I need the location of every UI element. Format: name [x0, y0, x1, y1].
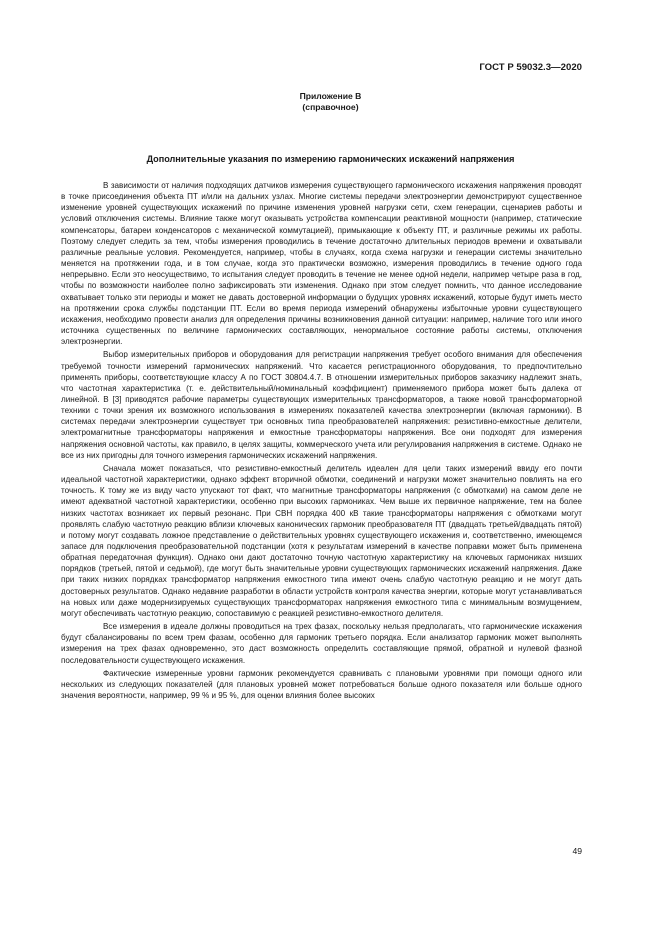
section-title: Дополнительные указания по измерению гармонических искажений напряжения: [146, 154, 515, 164]
page-number: 49: [572, 846, 582, 856]
annex-heading: [0, 91, 661, 113]
paragraph: Все измерения в идеале должны проводиться на трех фазах, поскольку нельзя предполагать, что гармонические искажения будут сбалансированы по всем трем фазам, особенно для гармоник третьего порядка. Если анализатор гармоник может выполнять измерения на трех фазах одновременно, это даст возможность определить составляющие прямой, обратной и нулевой фазной последовательности существующего искажения.: [61, 622, 582, 665]
paragraph: Выбор измерительных приборов и оборудования для регистрации напряжения требует особого внимания для обеспечения требуемой точности измерений гармонических напряжений. Что касается регистрационного оборудования, то предпочтительно применять приборы, соответствующие классу А по ГОСТ 30804.4.7. В отношении измерительных приборов заказчику надлежит знать, что частотная характеристика (т. е. действительный/номинальный коэффициент) применяемого прибора может быть далека от линейной. В [3] приводятся рабочие параметры существующих измерительных трансформаторов, а также новой трансформаторной техники с точки зрения их возможного использования в измерениях показателей качества электроэнергии (включая гармоники). В системах передачи электроэнергии существует три основных типа преобразователей напряжения: резистивно-емкостные делители, электромагнитные трансформаторы напряжения и емкостные трансформаторы напряжения. Все они подходят для измерения напряжения основной частоты, как правило, в целях защиты, коммерческого учета или регулирования напряжения в системе. Однако не все из них пригодны для точного измерения гармонических искажений напряжения.: [61, 350, 582, 460]
paragraph: Сначала может показаться, что резистивно-емкостный делитель идеален для цели таких измерений ввиду его почти идеальной частотной характеристики, однако эффект вторичной обмотки, соединений и нагрузки может значительно повлиять на его точность. К тому же из виду часто упускают тот факт, что магнитные трансформаторы напряжения (с обмотками) на самом деле не имеют адекватной частотной характеристики, особенно при высоких гармониках. Чем выше их первичное напряжение, тем на более низких частотах возникает их первый резонанс. При СВН порядка 400 кВ такие трансформаторы напряжения с обмотками могут проявлять слабую частотную реакцию вблизи ключевых канонических гармоник преобразователя ПТ (двадцать третьей/двадцать пятой) и потому могут создавать ложное представление о действительных уровнях существующего искажения и, соответственно, имеющемся запасе для подключения преобразовательной подстанции (хотя к результатам измерений в качестве поправки может быть применена обратная передаточная функция). Однако они дают достаточно точную частотную характеристику на ключевых гармониках низших порядков (третьей, пятой и седьмой), где могут быть значительные уровни существующих гармонических искажений напряжения. Даже при таких низких порядках трансформатор напряжения емкостного типа имеют очень слабую частотную реакцию и не могут дать достоверных результатов. Однако недавние разработки в области устройств контроля качества энергии, которые могут устанавливаться на новых или даже модернизируемых существующих трансформаторах напряжения емкостного типа с минимальным возмущением, могут обеспечивать частотную реакцию, сопоставимую с реакцией резистивно-емкостного делителя.: [61, 463, 582, 618]
annex-type: (справочное): [302, 102, 359, 112]
annex-title: Приложение В: [299, 91, 362, 101]
standard-code: ГОСТ Р 59032.3—2020: [479, 62, 582, 73]
paragraph: В зависимости от наличия подходящих датчиков измерения существующего гармонического искажения напряжения проводят в точке присоединения объекта ПТ и/или на дальних узлах. Многие системы передачи электроэнергии демонстрируют существенное изменение уровней существующих искажений по причине изменения уровней нагрузки сети, схем генерации, сценариев работы и условий отключения системы. Влияние также могут оказывать устройства компенсации реактивной мощности (например, статические компенсаторы, батареи конденсаторов с механической коммутацией), примыкающие к объекту ПТ, и различные режимы их работы. Поэтому следует следить за тем, чтобы измерения проводились в течение достаточно длительных периодов времени и охватывали различные реальные условия. Рекомендуется, например, чтобы в случаях, когда схема нагрузки и генерации системы значительно меняется на протяжении года, и в том случае, когда это практически возможно, измерения проводились в течение одного года непрерывно. Если это неосуществимо, то испытания следует проводить в течение не менее одной недели, например четыре раза в год, чтобы по возможности наиболее полно зафиксировать эти изменения. Однако при этом следует помнить, что данное исследование охватывает только эти периоды и может не давать достоверной информации о будущих уровнях искажений, которые будут иметь место на протяжении срока службы подстанции ПТ. Если во время периода измерений обнаружены избыточные уровни существующего искажения, необходимо провести анализ для определения причины возникновения данной ситуации: например, наличие того или иного источника существенных по величине гармонических составляющих, ненормальное состояние работы системы, отключения электроэнергии.: [61, 181, 582, 347]
paragraph: Фактические измеренные уровни гармоник рекомендуется сравнивать с плановыми уровнями при помощи одного или нескольких из следующих показателей (для плановых уровней может потребоваться больше одного показателя или больше одного значения вероятности, например, 99 % и 95 %, для оценки влияния более высоких: [61, 668, 582, 701]
body-text: [61, 180, 582, 703]
